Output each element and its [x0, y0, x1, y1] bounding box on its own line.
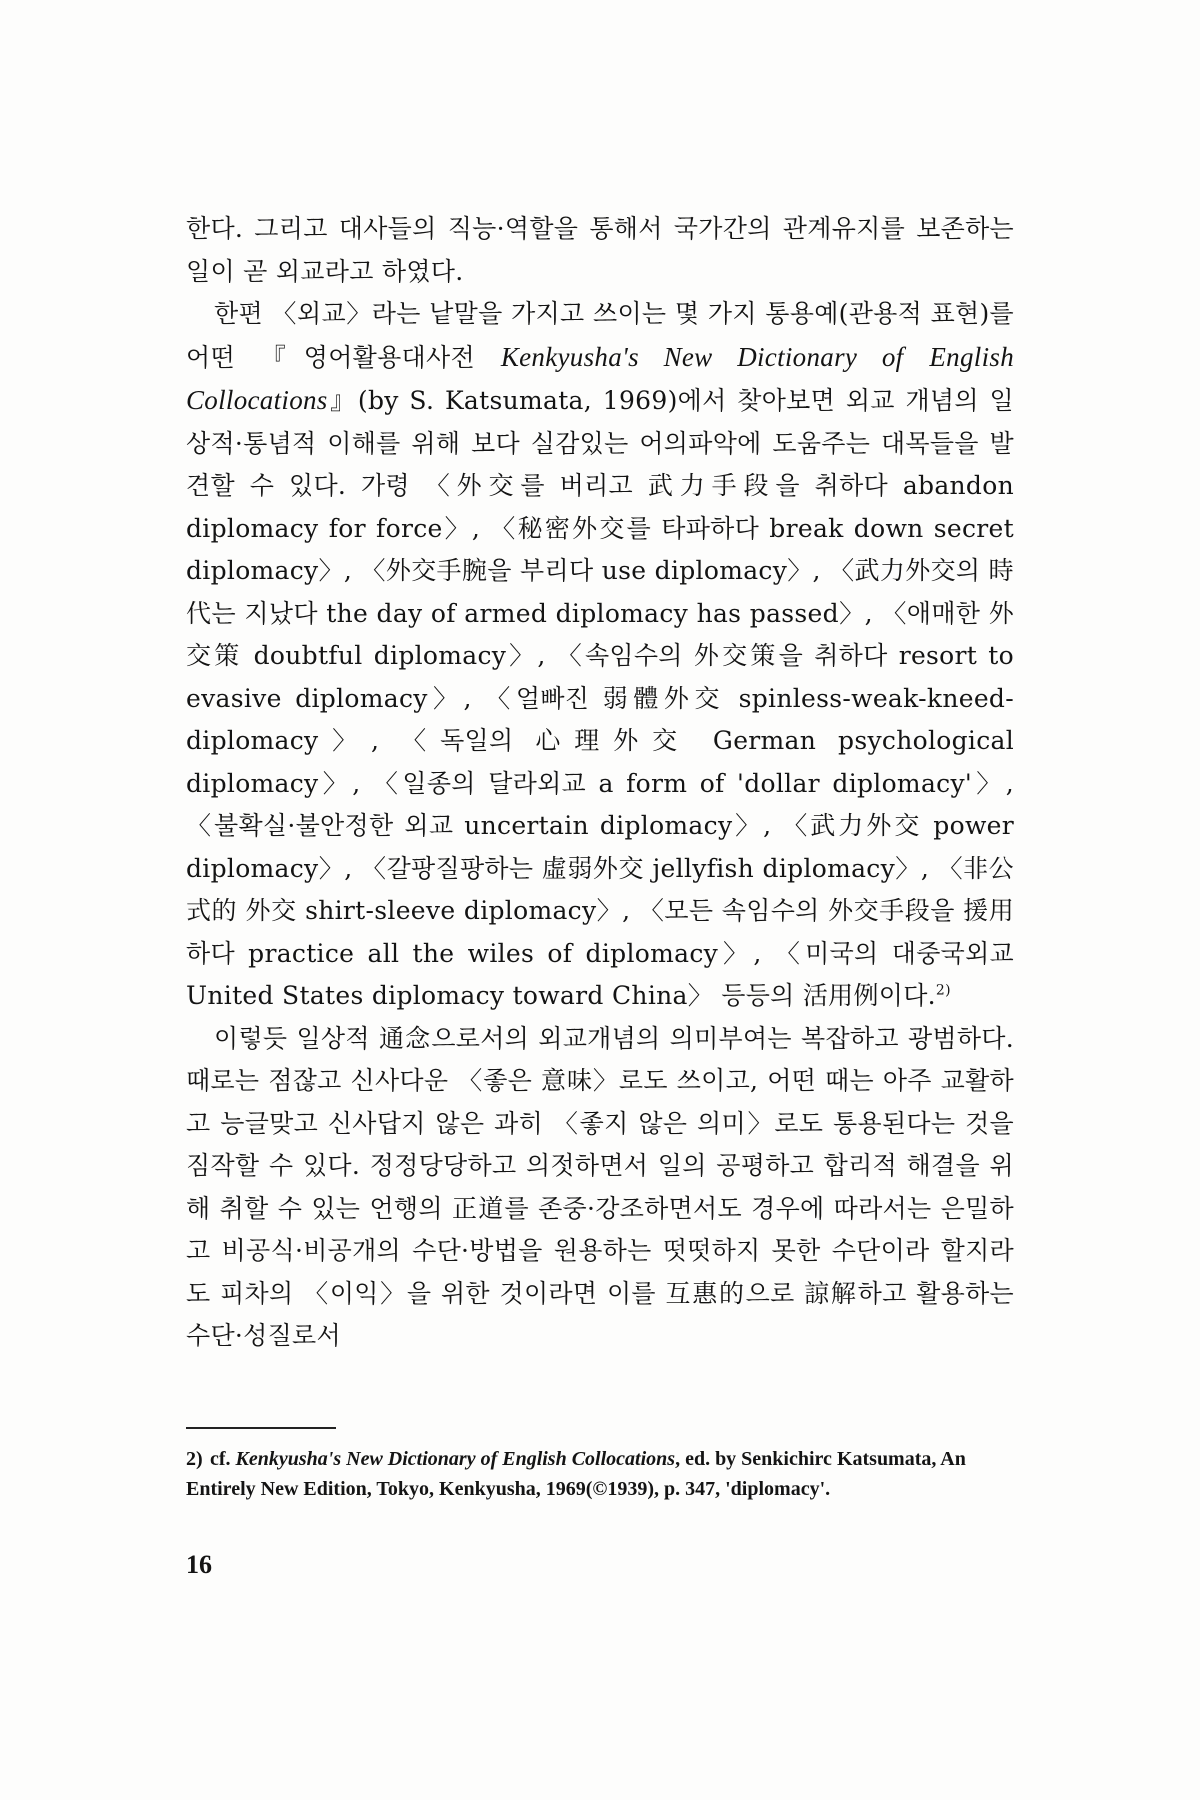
book-title-line-1: Kenkyusha's New Dictionary of — [500, 341, 904, 372]
paragraph-2-text-start: 한편 〈외교〉라는 낱말을 가지고 쓰이는 몇 가지 통용예(관용적 표현)를 어떤 『영어활용대사전 — [186, 299, 1014, 372]
footnote — [186, 1444, 1018, 1504]
paragraph-1-text: 한다. 그리고 대사들의 직능·역할을 통해서 국가간의 관계유지를 보존하는 일이 곧 외교라고 하였다. — [186, 214, 1014, 286]
body-text — [186, 208, 1014, 1358]
footnote-prefix: cf. — [210, 1448, 236, 1470]
paragraph-1 — [186, 208, 1014, 293]
footnote-book-title: Kenkyusha's New Dictionary of English Collocations — [235, 1448, 676, 1470]
footnote-divider — [186, 1427, 336, 1429]
page-number: 16 — [186, 1550, 212, 1579]
book-title-line-2: English Collocations — [186, 341, 1014, 415]
paragraph-3-text: 이렇듯 일상적 通念으로서의 외교개념의 의미부여는 복잡하고 광범하다. 때로는 점잖고 신사다운 〈좋은 意味〉로도 쓰이고, 어떤 때는 아주 교활하고 능글맞고 신사답지 않은 과히 〈좋지 않은 의미〉로도 통용된다는 것을 짐작할 수 있다. 정정당당하고 의젓하면서 일의 공평하고 합리적 해결을 위해 취할 수 있는 언행의 正道를 존중·강조하면서도 경우에 따라서는 은밀하고 비공식·비공개의 수단·방법을 원용하는 떳떳하지 못한 수단이라 할지라도 피차의 〈이익〉을 위한 것이라면 이를 互惠的으로 諒解하고 활용하는 수단·성질로서 — [186, 1023, 1014, 1350]
paragraph-2-text-rest: 』(by S. Katsumata, 1969)에서 찾아보면 외교 개념의 일상적·통념적 이해를 위해 보다 실감있는 어의파악에 도움주는 대목들을 발견할 수 있다. 가령 〈外交를 버리고 武力手段을 취하다 abandon diplomacy for force〉, 〈秘密外交를 타파하다 break down secret diplomacy〉, 〈外交手腕을 부리다 use diplomacy〉, 〈武力外交의 時代는 지났다 the day of armed diplomacy has passed〉, 〈애매한 外交策 doubtful diplomacy〉, 〈속임수의 外交策을 취하다 resort to evasive diplomacy〉, 〈얼빠진 弱體外交 spinless-weak-kneed-diplomacy〉, 〈독일의 心理外交 German psychological diplomacy〉, 〈일종의 달라외교 a form of 'dollar diplomacy'〉, 〈불확실·불안정한 외교 uncertain diplomacy〉, 〈武力外交 power diplomacy〉, 〈갈팡질팡하는 虛弱外交 jellyfish diplomacy〉, 〈非公式的 外交 shirt-sleeve diplomacy〉, 〈모든 속임수의 外交手段을 援用하다 practice all the wiles of diplomacy〉, 〈미국의 대중국외교 United States diplomacy toward China〉 등등의 活用例이다. — [186, 386, 1014, 1010]
paragraph-2 — [186, 293, 1014, 1018]
footnote-citation: , ed. by Senkichirc Katsumata, An Entirely New Edition, Tokyo, Kenkyusha, 1969(©1939), p. 347, 'diplomacy'. — [186, 1448, 966, 1500]
footnote-number: 2) — [186, 1448, 203, 1470]
paragraph-3 — [186, 1018, 1014, 1358]
footnote-body — [186, 1448, 966, 1500]
footnote-reference: 2) — [935, 982, 951, 999]
